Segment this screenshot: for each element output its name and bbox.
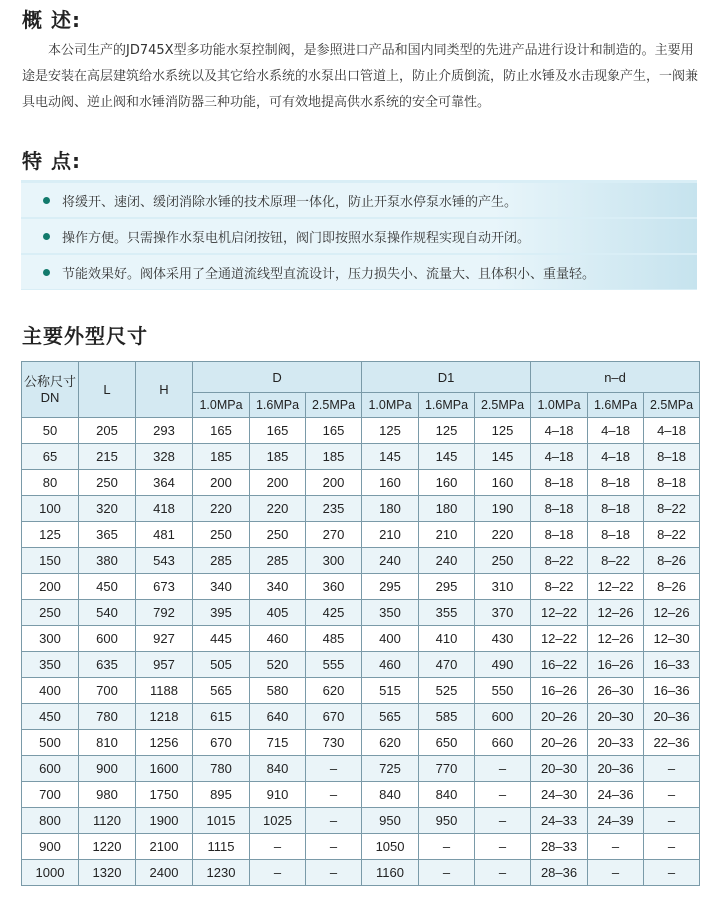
header-dn-unit: DN — [40, 389, 60, 405]
table-cell: 240 — [362, 548, 419, 574]
table-cell: 350 — [22, 652, 79, 678]
table-row — [22, 808, 700, 834]
table-cell: 20–36 — [588, 756, 644, 782]
table-cell: 615 — [193, 704, 250, 730]
table-cell: 125 — [475, 418, 531, 444]
table-cell: 1120 — [79, 808, 136, 834]
table-cell: 1900 — [136, 808, 193, 834]
table-cell: 165 — [193, 418, 250, 444]
header-pressure: 1.0MPa — [193, 393, 250, 418]
table-cell: 370 — [475, 600, 531, 626]
table-cell: 190 — [475, 496, 531, 522]
bullet-icon — [43, 197, 50, 204]
table-cell: – — [306, 808, 362, 834]
table-row — [22, 730, 700, 756]
table-cell: 125 — [362, 418, 419, 444]
table-row — [22, 626, 700, 652]
table-cell: 24–36 — [588, 782, 644, 808]
table-cell: 470 — [419, 652, 475, 678]
table-cell: – — [475, 860, 531, 886]
table-cell: 250 — [250, 522, 306, 548]
table-cell: 565 — [193, 678, 250, 704]
table-cell: 635 — [79, 652, 136, 678]
table-cell: 295 — [419, 574, 475, 600]
table-cell: 780 — [79, 704, 136, 730]
table-cell: 910 — [250, 782, 306, 808]
table-row — [22, 600, 700, 626]
table-cell: – — [250, 834, 306, 860]
table-cell: 1220 — [79, 834, 136, 860]
table-cell: – — [306, 756, 362, 782]
table-cell: 100 — [22, 496, 79, 522]
table-cell: 540 — [79, 600, 136, 626]
table-cell: 520 — [250, 652, 306, 678]
table-cell: 125 — [419, 418, 475, 444]
table-cell: 20–30 — [588, 704, 644, 730]
table-row — [22, 444, 700, 470]
table-cell: 328 — [136, 444, 193, 470]
feature-text: 操作方便。只需操作水泵电机启闭按钮，阀门即按照水泵操作规程实现自动开闭。 — [62, 230, 531, 246]
table-cell: 200 — [193, 470, 250, 496]
table-cell: 235 — [306, 496, 362, 522]
table-cell: – — [644, 834, 700, 860]
table-cell: 28–36 — [531, 860, 588, 886]
table-cell: 220 — [475, 522, 531, 548]
table-cell: 840 — [362, 782, 419, 808]
table-cell: 340 — [250, 574, 306, 600]
table-cell: – — [588, 834, 644, 860]
table-row — [22, 756, 700, 782]
table-cell: 250 — [475, 548, 531, 574]
table-cell: 65 — [22, 444, 79, 470]
table-cell: 293 — [136, 418, 193, 444]
table-cell: 8–18 — [531, 470, 588, 496]
table-cell: 450 — [79, 574, 136, 600]
table-cell: 24–30 — [531, 782, 588, 808]
table-cell: 490 — [475, 652, 531, 678]
overview-text: 本公司生产的JD745X型多功能水泵控制阀，是参照进口产品和国内同类型的先进产品进行设计和制造的。主要用途是安装在高层建筑给水系统以及其它给水系统的水泵出口管道上，防止介质倒流，防止水锤及水击现象产生，一阀兼具电动阀、逆止阀和水锤消防器三种功能，可有效地提高供水系统的安全可靠性。 — [22, 43, 699, 110]
table-row — [22, 522, 700, 548]
table-cell: 1600 — [136, 756, 193, 782]
table-cell: – — [475, 834, 531, 860]
table-cell: 2400 — [136, 860, 193, 886]
table-cell: 425 — [306, 600, 362, 626]
header-pressure: 1.6MPa — [588, 393, 644, 418]
table-cell: 160 — [475, 470, 531, 496]
table-cell: 792 — [136, 600, 193, 626]
table-cell: 364 — [136, 470, 193, 496]
table-cell: 145 — [419, 444, 475, 470]
table-cell: 715 — [250, 730, 306, 756]
table-cell: 1188 — [136, 678, 193, 704]
table-cell: – — [419, 860, 475, 886]
table-cell: 450 — [22, 704, 79, 730]
table-cell: 2100 — [136, 834, 193, 860]
table-cell: 8–22 — [531, 574, 588, 600]
table-cell: 580 — [250, 678, 306, 704]
table-cell: 285 — [193, 548, 250, 574]
header-l: L — [79, 362, 136, 418]
table-cell: 16–36 — [644, 678, 700, 704]
table-cell: – — [644, 756, 700, 782]
table-cell: 20–26 — [531, 704, 588, 730]
table-cell: 1025 — [250, 808, 306, 834]
table-cell: 350 — [362, 600, 419, 626]
table-cell: 600 — [22, 756, 79, 782]
table-cell: 20–36 — [644, 704, 700, 730]
table-cell: 8–18 — [531, 496, 588, 522]
table-cell: 12–22 — [531, 600, 588, 626]
table-cell: 640 — [250, 704, 306, 730]
table-cell: 1015 — [193, 808, 250, 834]
table-cell: 650 — [419, 730, 475, 756]
table-row — [22, 678, 700, 704]
table-cell: 8–26 — [644, 574, 700, 600]
table-cell: 481 — [136, 522, 193, 548]
table-cell: 8–18 — [644, 470, 700, 496]
table-cell: – — [419, 834, 475, 860]
table-cell: 460 — [362, 652, 419, 678]
table-cell: 770 — [419, 756, 475, 782]
features-heading: 特 点: — [22, 149, 81, 173]
table-cell: 8–18 — [588, 496, 644, 522]
table-cell: 185 — [306, 444, 362, 470]
table-cell: 405 — [250, 600, 306, 626]
feature-text: 将缓开、速闭、缓闭消除水锤的技术原理一体化，防止开泵水停泵水锤的产生。 — [62, 194, 518, 210]
table-cell: 660 — [475, 730, 531, 756]
table-cell: 165 — [306, 418, 362, 444]
table-cell: 1115 — [193, 834, 250, 860]
table-cell: 180 — [362, 496, 419, 522]
table-row — [22, 418, 700, 444]
table-cell: 240 — [419, 548, 475, 574]
table-cell: 1000 — [22, 860, 79, 886]
table-cell: 20–33 — [588, 730, 644, 756]
table-cell: 4–18 — [644, 418, 700, 444]
table-cell: – — [475, 782, 531, 808]
table-cell: 8–22 — [644, 522, 700, 548]
table-cell: 16–26 — [531, 678, 588, 704]
table-row — [22, 548, 700, 574]
table-cell: 250 — [79, 470, 136, 496]
table-cell: 730 — [306, 730, 362, 756]
table-row — [22, 704, 700, 730]
table-cell: 220 — [250, 496, 306, 522]
header-pressure: 1.0MPa — [531, 393, 588, 418]
table-row — [22, 782, 700, 808]
table-cell: 180 — [419, 496, 475, 522]
table-cell: 12–26 — [644, 600, 700, 626]
table-cell: 8–26 — [644, 548, 700, 574]
table-cell: 4–18 — [531, 418, 588, 444]
table-cell: 8–18 — [531, 522, 588, 548]
table-cell: 250 — [193, 522, 250, 548]
table-cell: 80 — [22, 470, 79, 496]
table-cell: – — [644, 860, 700, 886]
table-cell: 565 — [362, 704, 419, 730]
table-cell: 8–18 — [644, 444, 700, 470]
table-cell: 543 — [136, 548, 193, 574]
table-cell: 8–22 — [644, 496, 700, 522]
table-cell: 810 — [79, 730, 136, 756]
table-cell: 160 — [362, 470, 419, 496]
feature-item — [21, 255, 697, 289]
table-cell: 310 — [475, 574, 531, 600]
table-cell: 12–22 — [588, 574, 644, 600]
table-cell: 673 — [136, 574, 193, 600]
table-cell: 620 — [362, 730, 419, 756]
table-cell: 12–30 — [644, 626, 700, 652]
table-cell: 927 — [136, 626, 193, 652]
table-cell: 145 — [475, 444, 531, 470]
table-cell: – — [588, 860, 644, 886]
table-cell: 145 — [362, 444, 419, 470]
table-cell: 800 — [22, 808, 79, 834]
table-cell: 840 — [250, 756, 306, 782]
table-cell: 840 — [419, 782, 475, 808]
table-cell: 670 — [306, 704, 362, 730]
table-cell: 215 — [79, 444, 136, 470]
table-cell: 4–18 — [531, 444, 588, 470]
table-cell: 600 — [475, 704, 531, 730]
header-d: D — [193, 362, 362, 393]
table-cell: 410 — [419, 626, 475, 652]
table-cell: 980 — [79, 782, 136, 808]
header-pressure: 2.5MPa — [644, 393, 700, 418]
table-cell: 210 — [362, 522, 419, 548]
header-pressure: 1.0MPa — [362, 393, 419, 418]
table-cell: 900 — [79, 756, 136, 782]
table-cell: 20–26 — [531, 730, 588, 756]
table-cell: 22–36 — [644, 730, 700, 756]
table-cell: 285 — [250, 548, 306, 574]
table-cell: 400 — [362, 626, 419, 652]
feature-text: 节能效果好。阀体采用了全通道流线型直流设计，压力损失小、流量大、且体积小、重量轻。 — [62, 266, 596, 282]
table-cell: 585 — [419, 704, 475, 730]
header-h: H — [136, 362, 193, 418]
table-cell: – — [306, 834, 362, 860]
feature-item — [21, 183, 697, 217]
table-cell: 600 — [79, 626, 136, 652]
table-cell: 365 — [79, 522, 136, 548]
table-cell: 160 — [419, 470, 475, 496]
table-cell: 220 — [193, 496, 250, 522]
bullet-icon — [43, 233, 50, 240]
overview-heading: 概 述: — [22, 8, 81, 32]
header-nd: n–d — [531, 362, 700, 393]
header-dn — [22, 362, 79, 418]
table-cell: 8–18 — [588, 522, 644, 548]
table-cell: 1320 — [79, 860, 136, 886]
table-cell: 380 — [79, 548, 136, 574]
table-cell: 8–22 — [588, 548, 644, 574]
features-list — [21, 180, 697, 290]
table-cell: 395 — [193, 600, 250, 626]
feature-item — [21, 219, 697, 253]
table-cell: 12–22 — [531, 626, 588, 652]
dimensions-heading: 主要外型尺寸 — [22, 324, 148, 348]
table-cell: 125 — [22, 522, 79, 548]
table-cell: 12–26 — [588, 626, 644, 652]
table-cell: 950 — [419, 808, 475, 834]
table-cell: 525 — [419, 678, 475, 704]
table-cell: 4–18 — [588, 418, 644, 444]
table-cell: 700 — [22, 782, 79, 808]
table-cell: 50 — [22, 418, 79, 444]
table-cell: 270 — [306, 522, 362, 548]
table-row — [22, 496, 700, 522]
table-cell: 8–22 — [531, 548, 588, 574]
table-cell: 150 — [22, 548, 79, 574]
table-cell: 1750 — [136, 782, 193, 808]
table-cell: – — [644, 808, 700, 834]
table-cell: 185 — [250, 444, 306, 470]
table-cell: 505 — [193, 652, 250, 678]
header-pressure: 1.6MPa — [250, 393, 306, 418]
table-row — [22, 470, 700, 496]
table-cell: – — [306, 782, 362, 808]
table-cell: 400 — [22, 678, 79, 704]
table-cell: 620 — [306, 678, 362, 704]
table-cell: – — [644, 782, 700, 808]
table-cell: 250 — [22, 600, 79, 626]
table-row — [22, 860, 700, 886]
table-row — [22, 834, 700, 860]
table-cell: 1050 — [362, 834, 419, 860]
table-cell: 16–26 — [588, 652, 644, 678]
table-cell: – — [475, 808, 531, 834]
table-cell: 295 — [362, 574, 419, 600]
table-cell: 550 — [475, 678, 531, 704]
header-pressure: 2.5MPa — [306, 393, 362, 418]
table-cell: 28–33 — [531, 834, 588, 860]
table-cell: 725 — [362, 756, 419, 782]
table-cell: 1256 — [136, 730, 193, 756]
table-cell: 320 — [79, 496, 136, 522]
bullet-icon — [43, 269, 50, 276]
table-cell: 340 — [193, 574, 250, 600]
table-cell: 12–26 — [588, 600, 644, 626]
table-row — [22, 574, 700, 600]
table-cell: 24–39 — [588, 808, 644, 834]
table-cell: 950 — [362, 808, 419, 834]
dimensions-table — [21, 361, 700, 886]
table-cell: 185 — [193, 444, 250, 470]
header-dn-label: 公称尺寸 — [23, 373, 76, 389]
table-cell: 8–18 — [588, 470, 644, 496]
table-cell: 555 — [306, 652, 362, 678]
table-cell: 200 — [306, 470, 362, 496]
table-cell: 670 — [193, 730, 250, 756]
table-cell: 26–30 — [588, 678, 644, 704]
header-d1: D1 — [362, 362, 531, 393]
table-cell: 205 — [79, 418, 136, 444]
table-cell: 4–18 — [588, 444, 644, 470]
header-pressure: 2.5MPa — [475, 393, 531, 418]
table-cell: 500 — [22, 730, 79, 756]
table-cell: 895 — [193, 782, 250, 808]
table-cell: 355 — [419, 600, 475, 626]
table-cell: 1160 — [362, 860, 419, 886]
table-cell: – — [250, 860, 306, 886]
table-cell: 24–33 — [531, 808, 588, 834]
table-cell: 210 — [419, 522, 475, 548]
table-cell: 300 — [22, 626, 79, 652]
table-cell: 300 — [306, 548, 362, 574]
table-cell: 485 — [306, 626, 362, 652]
table-cell: 1230 — [193, 860, 250, 886]
header-pressure: 1.6MPa — [419, 393, 475, 418]
table-row — [22, 652, 700, 678]
table-cell: 460 — [250, 626, 306, 652]
table-cell: 430 — [475, 626, 531, 652]
table-cell: 900 — [22, 834, 79, 860]
table-cell: 200 — [250, 470, 306, 496]
table-cell: – — [306, 860, 362, 886]
table-cell: 515 — [362, 678, 419, 704]
table-cell: 445 — [193, 626, 250, 652]
table-cell: 165 — [250, 418, 306, 444]
table-cell: 780 — [193, 756, 250, 782]
table-cell: 20–30 — [531, 756, 588, 782]
table-cell: 1218 — [136, 704, 193, 730]
table-cell: 16–22 — [531, 652, 588, 678]
table-cell: 418 — [136, 496, 193, 522]
table-cell: 200 — [22, 574, 79, 600]
table-cell: 957 — [136, 652, 193, 678]
table-cell: – — [475, 756, 531, 782]
table-cell: 700 — [79, 678, 136, 704]
table-cell: 16–33 — [644, 652, 700, 678]
table-cell: 360 — [306, 574, 362, 600]
